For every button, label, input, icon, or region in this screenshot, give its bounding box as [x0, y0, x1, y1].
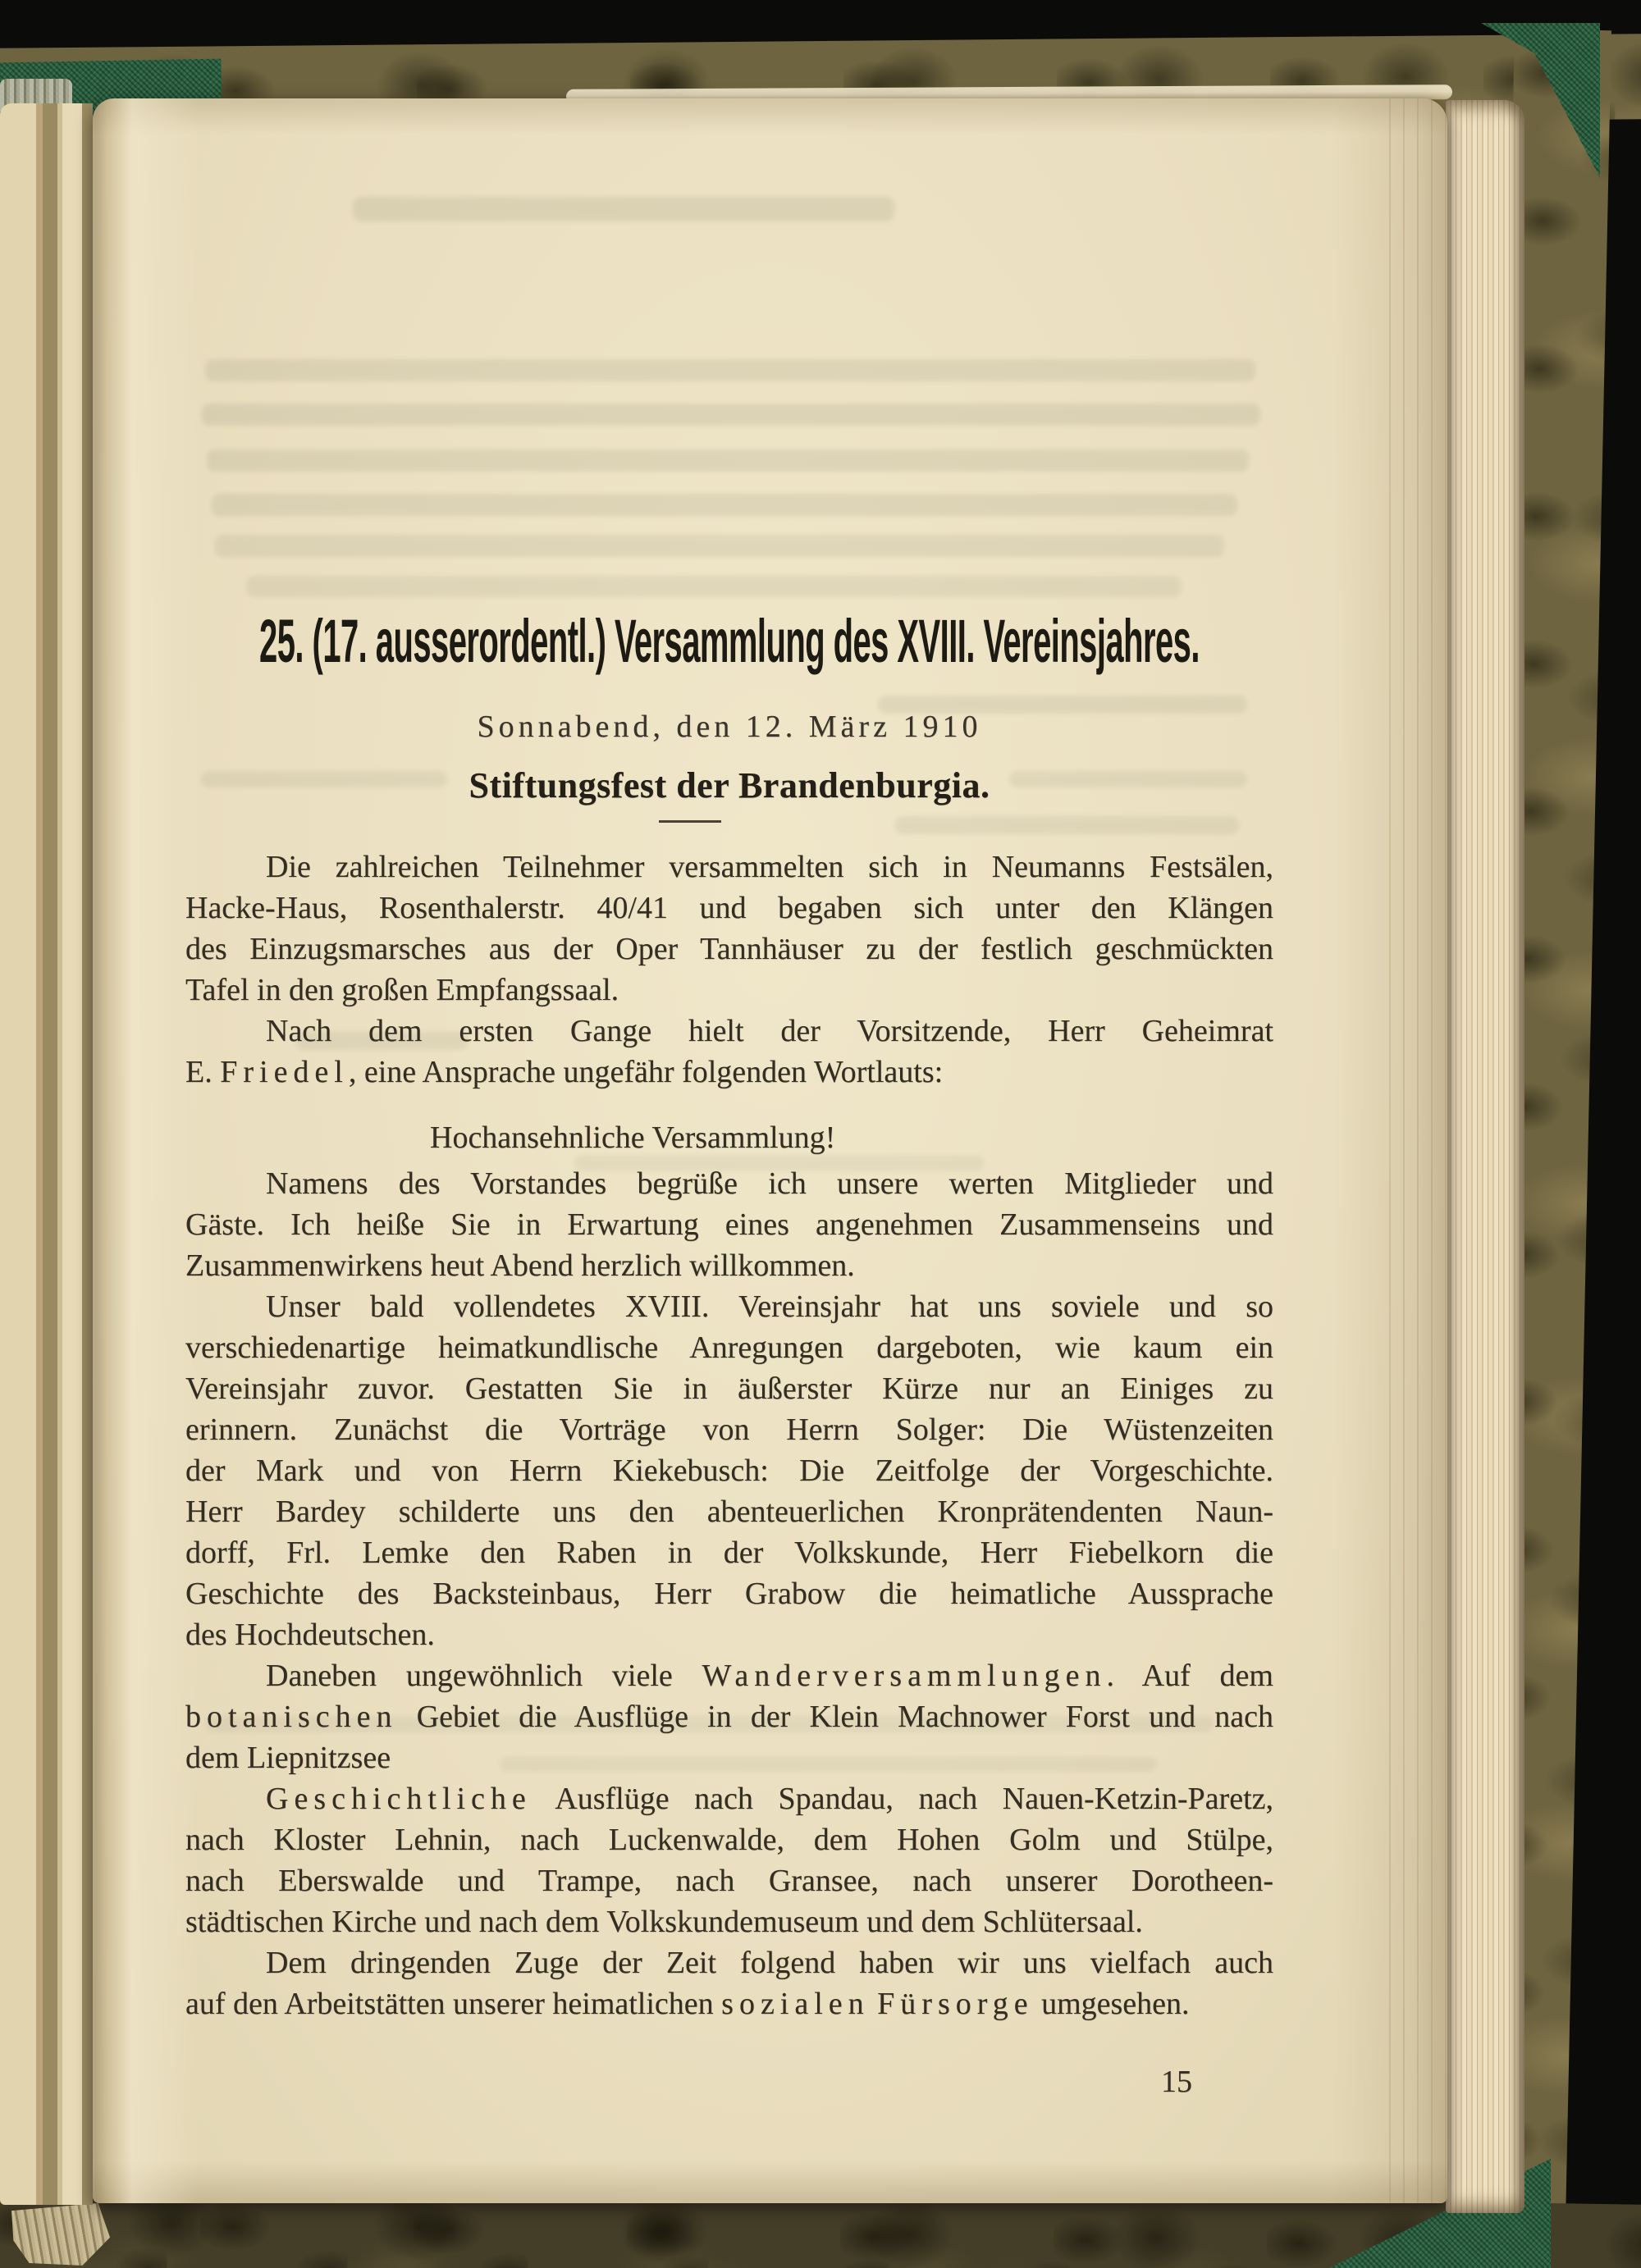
text-line	[185, 1942, 1273, 1983]
text-segment: der Mark und von Herrn Kiekebusch: Die Zeitfolge der Vorgeschichte.	[185, 1453, 1273, 1488]
text-line	[185, 1286, 1273, 1327]
text-segment: Zusammenwirkens heut Abend herzlich willkommen.	[185, 1248, 855, 1283]
letter-spaced-text: Geschichtliche	[266, 1782, 532, 1816]
text-segment: des Hochdeutschen.	[185, 1618, 435, 1652]
bleedthrough-ghost	[353, 197, 894, 221]
letter-spaced-text: sozialen	[721, 1987, 870, 2021]
text-segment: Vereinsjahr zuvor. Gestatten Sie in äußerster Kürze nur an Einiges zu	[185, 1371, 1273, 1406]
letter-spaced-text: botanischen	[185, 1700, 398, 1734]
text-line	[185, 1614, 1273, 1655]
text-segment: Daneben ungewöhnlich viele	[266, 1659, 702, 1693]
text-line	[185, 1655, 1273, 1696]
letter-spaced-text: Friedel	[220, 1055, 349, 1089]
text-segment: Hacke-Haus, Rosenthalerstr. 40/41 und begaben sich unter den Klängen	[185, 891, 1273, 925]
text-segment: nach Eberswalde und Trampe, nach Gransee, nach unserer Dorotheen-	[185, 1864, 1273, 1898]
text-segment: E.	[185, 1055, 221, 1089]
session-subtitle: Stiftungsfest der Brandenburgia.	[469, 765, 990, 805]
text-line	[185, 1011, 1273, 1052]
session-title	[185, 609, 1273, 678]
page-fold-lines	[1377, 98, 1447, 2203]
text-line	[185, 970, 1273, 1011]
text-segment: umgesehen.	[1033, 1987, 1190, 2021]
text-segment: dorff, Frl. Lemke den Raben in der Volkskunde, Herr Fiebelkorn die	[185, 1536, 1273, 1570]
text-line	[185, 929, 1273, 970]
text-segment: Namens des Vorstandes begrüße ich unsere werten Mitglieder und	[266, 1166, 1273, 1201]
body-text	[185, 847, 1273, 2024]
paragraph	[185, 1163, 1273, 1286]
text-segment: städtischen Kirche und nach dem Volkskundemuseum und dem Schlütersaal.	[185, 1905, 1143, 1939]
right-page-stack-edge	[1446, 100, 1524, 2213]
text-segment: erinnern. Zunächst die Vorträge von Herrn Solger: Die Wüstenzeiten	[185, 1412, 1273, 1447]
bleedthrough-ghost	[246, 576, 1182, 597]
text-segment: Herr Bardey schilderte uns den abenteuerlichen Kronprätendenten Naun-	[185, 1495, 1273, 1529]
text-line	[185, 847, 1273, 888]
page-header	[185, 609, 1273, 823]
text-line	[185, 1117, 1273, 1158]
paragraph	[185, 1286, 1273, 1655]
text-segment: Nach dem ersten Gange hielt der Vorsitzende, Herr Geheimrat	[266, 1014, 1273, 1048]
text-line	[185, 1368, 1273, 1409]
paragraph	[185, 1942, 1273, 2024]
text-segment: dem Liepnitzsee	[185, 1741, 391, 1775]
paragraph	[185, 1011, 1273, 1093]
bleedthrough-ghost	[212, 494, 1237, 516]
text-line	[185, 1819, 1273, 1860]
text-line	[185, 1491, 1273, 1532]
paragraph	[185, 847, 1273, 1011]
page-number: 15	[1161, 2065, 1192, 2099]
text-line	[185, 1052, 1273, 1093]
text-line	[185, 1778, 1273, 1819]
text-line	[185, 1901, 1273, 1942]
letter-spaced-text: Fürsorge	[877, 1987, 1034, 2021]
text-line	[185, 1983, 1273, 2024]
text-segment: Geschichte des Backsteinbaus, Herr Grabow die heimatliche Aussprache	[185, 1577, 1273, 1611]
text-line	[185, 1696, 1273, 1737]
text-segment: Die zahlreichen Teilnehmer versammelten sich in Neumanns Festsälen,	[266, 850, 1273, 884]
text-line	[185, 1573, 1273, 1614]
text-segment: nach Kloster Lehnin, nach Luckenwalde, dem Hohen Golm und Stülpe,	[185, 1823, 1273, 1857]
bleedthrough-ghost	[207, 449, 1249, 472]
letter-spaced-text: Wanderversammlungen	[702, 1659, 1107, 1693]
text-segment: Ausflüge nach Spandau, nach Nauen-Ketzin-Paretz,	[531, 1782, 1273, 1816]
text-segment: Unser bald vollendetes XVIII. Vereinsjahr hat uns soviele und so	[266, 1289, 1273, 1324]
separator-rule	[659, 820, 721, 823]
text-segment: Tafel in den großen Empfangssaal.	[185, 973, 619, 1007]
paragraph	[185, 1778, 1273, 1942]
text-segment: Hochansehnliche Versammlung!	[430, 1120, 836, 1155]
text-segment: auf den Arbeitstätten unserer heimatlichen	[185, 1987, 722, 2021]
left-page-edges	[0, 103, 93, 2205]
text-segment: , eine Ansprache ungefähr folgenden Wortlauts:	[348, 1055, 944, 1089]
bleedthrough-ghost	[202, 404, 1260, 426]
session-date: Sonnabend, den 12. März 1910	[477, 710, 982, 744]
text-segment: des Einzugsmarsches aus der Oper Tannhäuser zu der festlich geschmückten	[185, 932, 1273, 966]
paragraph	[185, 1655, 1273, 1778]
text-line	[185, 1204, 1273, 1245]
text-segment: . Auf dem	[1106, 1659, 1273, 1693]
text-segment	[870, 1987, 878, 2021]
salutation-paragraph	[185, 1117, 1273, 1158]
text-segment: Dem dringenden Zuge der Zeit folgend haben wir uns vielfach auch	[266, 1946, 1273, 1980]
bleedthrough-ghost	[215, 535, 1224, 557]
text-segment: Gebiet die Ausflüge in der Klein Machnower Forst und nach	[397, 1700, 1273, 1734]
text-line	[185, 1450, 1273, 1491]
text-line	[185, 888, 1273, 929]
text-line	[185, 1737, 1273, 1778]
text-segment: verschiedenartige heimatkundlische Anregungen dargeboten, wie kaum ein	[185, 1330, 1273, 1365]
text-line	[185, 1327, 1273, 1368]
text-segment: Gäste. Ich heiße Sie in Erwartung eines angenehmen Zusammenseins und	[185, 1207, 1273, 1242]
text-line	[185, 1860, 1273, 1901]
text-line	[185, 1163, 1273, 1204]
text-line	[185, 1409, 1273, 1450]
text-line	[185, 1245, 1273, 1286]
bleedthrough-ghost	[205, 359, 1255, 381]
text-line	[185, 1532, 1273, 1573]
session-title-text: 25. (17. ausserordentl.) Versammlung des XVIII. Vereinsjahres.	[259, 607, 1200, 675]
